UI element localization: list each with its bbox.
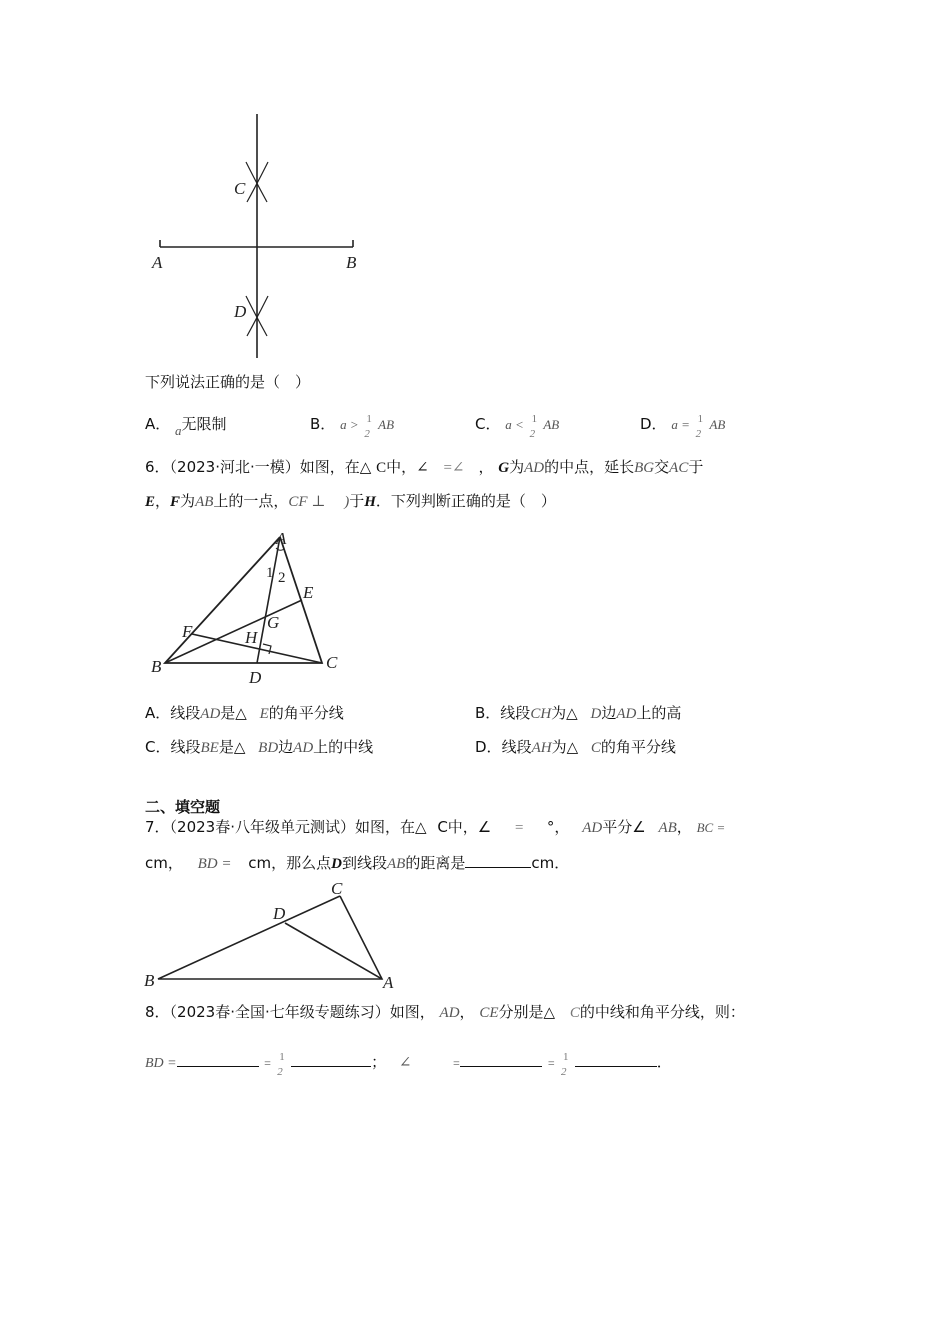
section-title: 二、填空题 [145,798,221,816]
q5-prompt: 下列说法正确的是（ ） [145,373,311,391]
label-C: C [326,653,338,672]
q6-option-d[interactable]: D．线段AH为△ C的角平分线 [475,738,676,756]
q8-stem: 8．（2023春·全国·七年级专题练习）如图， AD， CE分别是△ C的中线和角平分线，则： [145,1003,745,1021]
q6-stem-line2: E，F为AB上的一点，CF ⊥ )于H．下列判断正确的是（ ） [145,492,556,510]
label-A: A [383,973,394,992]
label-C: C [331,879,343,898]
answer-blank[interactable] [465,853,531,868]
q7-stem-line1: 7．（2023春·八年级单元测试）如图，在△ C中，∠ = °， AD平分∠ AB， BC = [145,818,726,836]
label-D: D [273,904,286,923]
answer-blank[interactable] [460,1052,542,1067]
fraction: 1 2 [529,412,538,440]
answer-blank[interactable] [291,1052,371,1067]
answer-blank[interactable] [177,1052,259,1067]
q8-answer-line: BD = = 1 2 ； ∠ = = 1 2 ． [145,1050,672,1078]
figure-triangle-q7 [140,878,400,993]
label-1: 1 [266,565,274,581]
q7-stem-line2: cm， BD = cm，那么点D到线段AB的距离是 cm． [145,854,570,872]
label-C: C [234,179,246,198]
q6-stem-line1: 6．（2023·河北·一模）如图，在△ C中，∠ =∠ ， G为AD的中点，延长BG交AC于 [145,458,704,476]
label-H: H [245,628,258,647]
label-F: F [182,622,193,641]
label-E: E [303,583,314,602]
label-D: D [234,302,247,321]
label-A: A [152,253,163,272]
fraction: 1 2 [364,412,372,440]
label-B: B [144,971,155,990]
label-G: G [267,613,280,632]
triangle-abc [158,896,382,979]
triangle-abc [165,537,322,663]
label-A: A [276,529,287,548]
fraction: 1 2 [561,1050,569,1078]
q6-option-a[interactable]: A．线段AD是△ E的角平分线 [145,704,344,722]
fraction: 1 2 [695,412,704,440]
q5-option-b[interactable]: B． a > 1 2 AB [310,412,395,440]
q5-option-c[interactable]: C． a < 1 2 AB [475,412,560,440]
segment-ad [257,537,280,663]
fraction: 1 2 [277,1050,285,1078]
q6-option-b[interactable]: B．线段CH为△ D边AD上的高 [475,704,682,722]
answer-blank[interactable] [575,1052,657,1067]
figure-bisector [150,110,380,365]
label-B: B [346,253,357,272]
label-D: D [249,668,262,687]
q6-option-c[interactable]: C．线段BE是△ BD边AD上的中线 [145,738,374,756]
q5-option-d[interactable]: D． a = 1 2 AB [640,412,726,440]
label-2: 2 [278,570,286,586]
label-B: B [151,657,162,676]
figure-triangle-q6 [145,528,355,688]
q5-option-a[interactable]: A． a无限制 [145,415,227,438]
right-angle-mark [263,644,271,654]
